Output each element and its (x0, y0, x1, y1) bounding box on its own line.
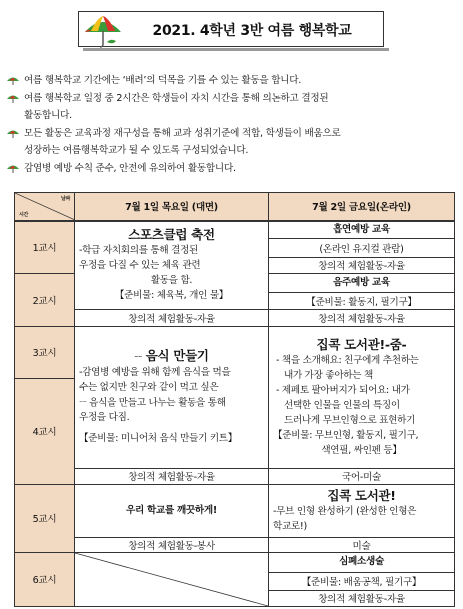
page-title: 2021. 4학년 3반 여름 행복학교 (152, 23, 352, 39)
table-row (15, 326, 455, 378)
umbrella-bullet-icon (6, 93, 21, 104)
day1-block2-prep: 【준비물: 미니어처 음식 만들기 키트】 (79, 433, 238, 444)
day1-block1-title: 스포츠클럽 축전 (128, 227, 215, 242)
period-5: 5교시 (15, 484, 75, 552)
period-2: 2교시 (15, 273, 75, 326)
umbrella-icon (83, 14, 123, 48)
day2-p34-title: 집콕 도서관!-줌- (316, 336, 407, 352)
table-row (15, 468, 455, 484)
day1-block1-prep: 【준비물: 체육복, 개인 물】 (114, 290, 229, 301)
day1-block2-desc: 수는 없지만 친구와 같이 먹고 싶은 (79, 381, 219, 393)
corner-header (15, 193, 75, 221)
day2-p5 (269, 484, 455, 537)
day2-p6-subject: 창의적 체험활동-자율 (269, 590, 455, 606)
day1-block2 (75, 326, 269, 468)
table-header-row (15, 193, 455, 221)
umbrella-bullet-icon (6, 75, 21, 86)
intro-line: 성장하는 여름행복학교가 될 수 있도록 구성되었습니다. (24, 145, 249, 156)
intro-line: 모든 활동은 교육과정 재구성을 통해 교과 성취기준에 적합, 학생들이 배움으로 (24, 127, 341, 139)
day1-block2-desc: 우정을 다짐. (79, 412, 130, 423)
table-row (15, 221, 455, 239)
day2-p1-title: 흡연예방 교육 (269, 221, 455, 239)
intro-line: 감염병 예방 수칙 준수, 안전에 유의하여 활동합니다. (24, 162, 236, 174)
day1-header: 7월 1일 목요일 (대면) (75, 193, 269, 221)
day1-block2-desc: ∼∼ 음식을 만들고 나누는 활동을 통해 (79, 395, 264, 411)
day2-p5-subject: 미술 (269, 537, 455, 552)
intro-item (6, 90, 458, 125)
day2-p5-desc: 학교로!) (273, 520, 307, 532)
corner-date-label: 날짜 (60, 196, 70, 202)
day2-p2-prep: 【준비물: 활동지, 필기구】 (269, 292, 455, 309)
corner-time-label: 시간 (19, 211, 29, 218)
table-row (15, 309, 455, 326)
intro-line: 여름 행복학교 일정 중 2시간은 학생들이 자치 시간을 통해 의논하고 결정된 (24, 92, 329, 104)
day2-p6-title: 심폐소생술 (269, 552, 455, 572)
day2-p2-title: 음주예방 교육 (269, 273, 455, 292)
intro-item (6, 72, 458, 90)
day2-p5-desc: -무브 인형 완성하기 (완성한 인형은 (273, 505, 417, 517)
period-4: 4교시 (15, 378, 75, 484)
day1-block1-desc: -학급 자치회의를 통해 결정된 (79, 245, 199, 256)
day2-p34-prep: 색연필, 싸인펜 등】 (321, 444, 402, 456)
intro-item (6, 160, 458, 178)
day2-p34-desc: - 책을 소개해요: 친구에게 추천하는 내가 가장 좋아하는 책 (276, 354, 419, 381)
day1-block1-subject: 창의적 체험활동-자율 (75, 309, 269, 326)
day2-p2-subject: 창의적 체험활동-자율 (269, 309, 455, 326)
day1-block2-title: ∼∼ 음식 만들기 (134, 348, 209, 363)
period-6: 6교시 (15, 552, 75, 606)
day1-block2-subject: 창의적 체험활동-자율 (75, 468, 269, 484)
day2-p5-title: 집콕 도서관! (327, 487, 396, 503)
day1-p6-empty (75, 552, 269, 606)
intro-list (6, 72, 458, 177)
title-mark: ∼∼ (134, 353, 142, 360)
day1-block1 (75, 221, 269, 310)
intro-item (6, 125, 458, 160)
day1-block2-desc: -감염병 예방을 위해 함께 음식을 먹을 (79, 366, 231, 378)
day2-p1-subject: 창의적 체험활동-자율 (269, 257, 455, 273)
period-1: 1교시 (15, 221, 75, 274)
intro-line: 활동합니다. (24, 110, 72, 121)
day1-block3-subject: 창의적 체험활동-봉사 (75, 537, 269, 552)
day2-p6-prep: 【준비물: 배움공책, 필기구】 (269, 572, 455, 590)
schedule-table (14, 192, 455, 607)
day2-p1-desc: (온라인 유지컬 관람) (269, 238, 455, 257)
day2-p34 (269, 326, 455, 468)
intro-line: 여름 행복학교 기간에는 ‘배려’의 덕목을 기를 수 있는 활동을 합니다. (24, 75, 302, 86)
diagonal-line (75, 553, 268, 606)
day1-block1-desc: 활동을 함. (150, 275, 193, 286)
umbrella-bullet-icon (6, 128, 21, 139)
day2-p34-desc: - 제페토 팔아버지가 되어요: 내가 선택한 인물을 인물의 특징이 드러나게 무브인형으로 표현하기 (276, 384, 416, 426)
table-row (15, 484, 455, 537)
desc-mark: ∼∼ (79, 398, 87, 405)
umbrella-bullet-icon (6, 163, 21, 174)
title-box (78, 11, 384, 47)
table-row (15, 537, 455, 552)
day1-block3-title: 우리 학교를 깨끗하게! (75, 484, 269, 537)
day1-block1-desc: 우정을 다질 수 있는 체육 관련 (79, 260, 201, 271)
period-3: 3교시 (15, 326, 75, 378)
day2-p34-prep: 【준비물: 무브인형, 활동지, 필기구, (273, 429, 419, 441)
day2-p34-subject: 국어-미술 (269, 468, 455, 484)
table-row (15, 552, 455, 572)
day2-header: 7월 2일 금요일(온라인) (269, 193, 455, 221)
